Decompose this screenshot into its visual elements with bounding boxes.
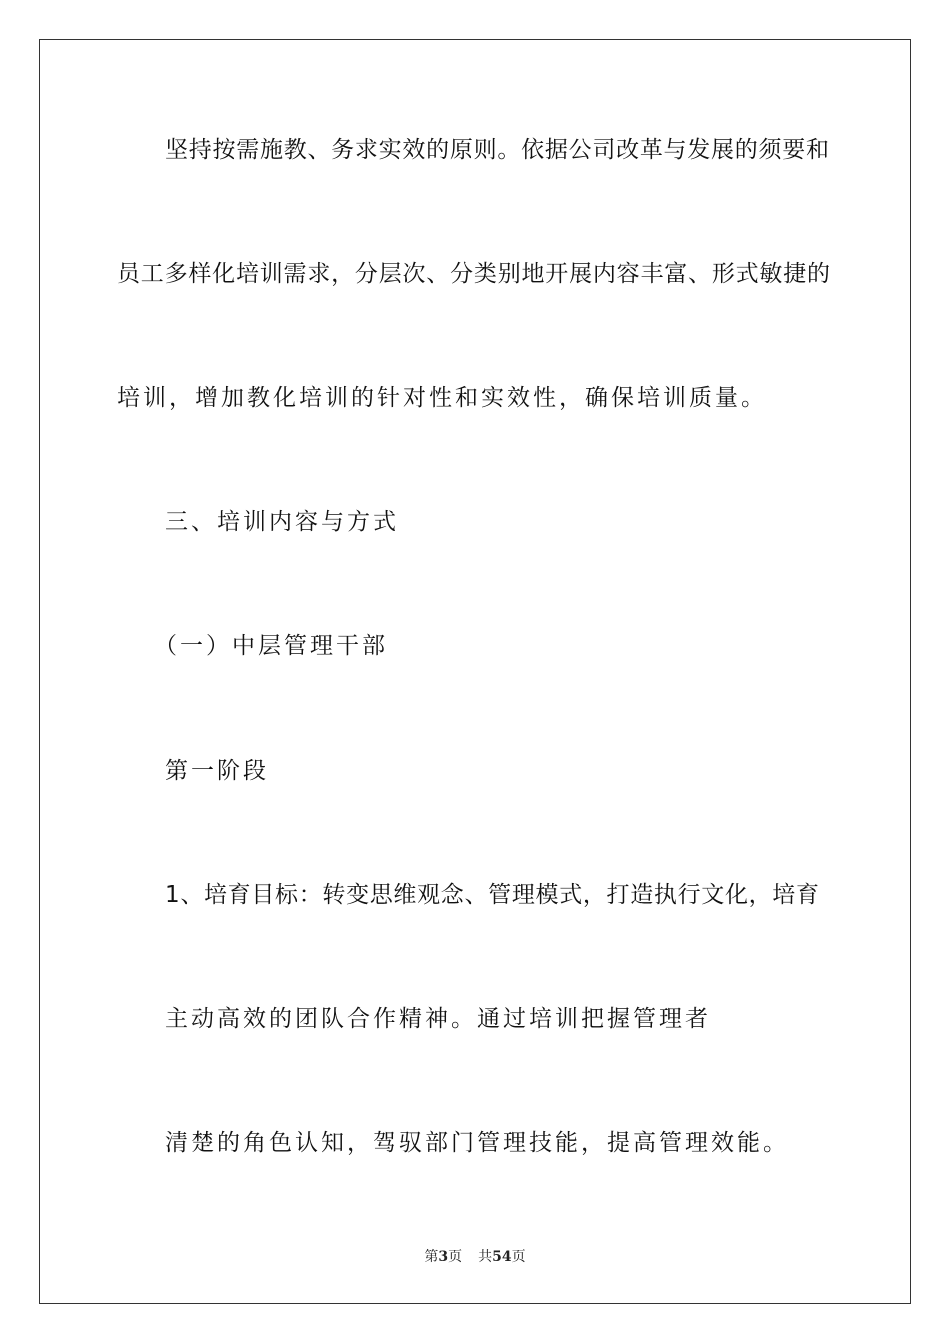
page-number: 3 [438, 1249, 449, 1265]
paragraph-line-2: 员工多样化培训需求，分层次、分类别地开展内容丰富、形式敏捷的 [117, 261, 830, 287]
total-suffix: 页 [511, 1249, 526, 1265]
page-suffix: 页 [448, 1249, 463, 1265]
paragraph-line-1: 坚持按需施教、务求实效的原则。依据公司改革与发展的须要和 [165, 137, 829, 163]
stage-heading: 第一阶段 [165, 758, 269, 784]
page-footer [0, 1247, 950, 1267]
page-prefix: 第 [424, 1249, 439, 1265]
subsection-heading: （一）中层管理干部 [154, 633, 388, 659]
total-pages: 54 [492, 1249, 512, 1265]
goal-line-1: 1、培育目标：转变思维观念、管理模式，打造执行文化，培育 [165, 882, 819, 908]
goal-line-2: 主动高效的团队合作精神。通过培训把握管理者 [165, 1006, 711, 1032]
total-prefix: 共 [478, 1249, 493, 1265]
paragraph-line-3: 培训，增加教化培训的针对性和实效性，确保培训质量。 [117, 385, 767, 411]
goal-line-3: 清楚的角色认知，驾驭部门管理技能，提高管理效能。 [165, 1130, 789, 1156]
page-border [39, 39, 911, 1304]
section-heading: 三、培训内容与方式 [165, 509, 399, 535]
